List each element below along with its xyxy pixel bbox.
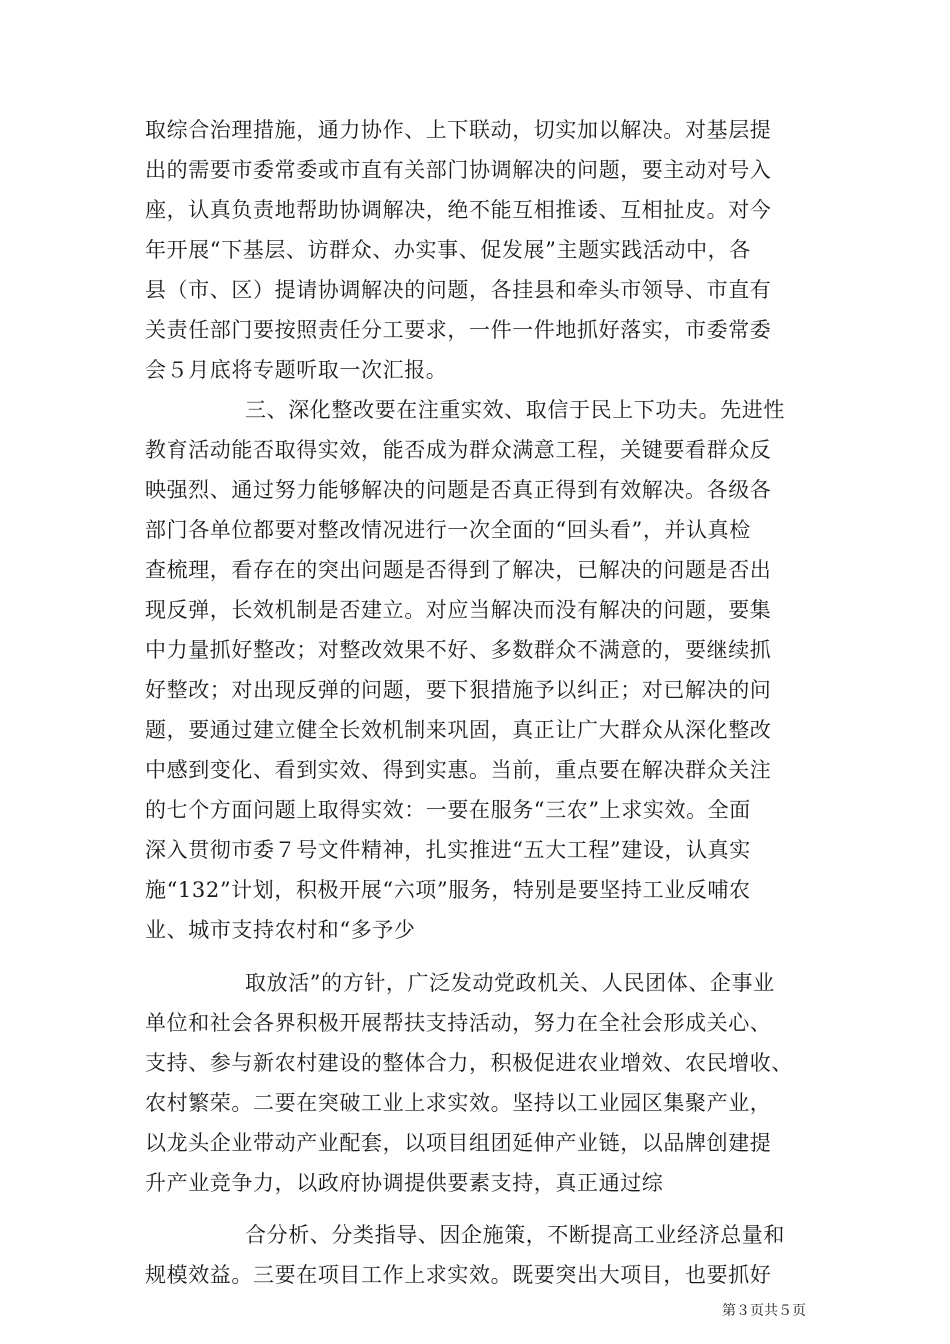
text-line: 映强烈、通过努力能够解决的问题是否真正得到有效解决。各级各 <box>145 478 772 502</box>
text-line: 取综合治理措施，通力协作、上下联动，切实加以解决。对基层提 <box>145 118 772 142</box>
text-line: 支持、参与新农村建设的整体合力，积极促进农业增效、农民增收、 <box>145 1051 793 1075</box>
text-line: 升产业竞争力，以政府协调提供要素支持，真正通过综 <box>145 1171 664 1195</box>
text-line: 单位和社会各界积极开展帮扶支持活动，努力在全社会形成关心、 <box>145 1011 772 1035</box>
text-line: 现反弹，长效机制是否建立。对应当解决而没有解决的问题，要集 <box>145 598 772 622</box>
text-line: 部门各单位都要对整改情况进行一次全面的“回头看”，并认真检 <box>145 518 751 542</box>
text-line: 深入贯彻市委７号文件精神，扎实推进“五大工程”建设，认真实 <box>145 838 751 862</box>
text-line: 题，要通过建立健全长效机制来巩固，真正让广大群众从深化整改 <box>145 718 772 742</box>
text-line: 以龙头企业带动产业配套，以项目组团延伸产业链，以品牌创建提 <box>145 1131 772 1155</box>
text-line: 出的需要市委常委或市直有关部门协调解决的问题，要主动对号入 <box>145 158 772 182</box>
text-line: 中感到变化、看到实效、得到实惠。当前，重点要在解决群众关注 <box>145 758 772 782</box>
text-line: 规模效益。三要在项目工作上求实效。既要突出大项目，也要抓好 <box>145 1263 772 1287</box>
page-number-footer: 第３页共５页 <box>722 1303 806 1319</box>
text-line: 县（市、区）提请协调解决的问题，各挂县和牵头市领导、市直有 <box>145 278 772 302</box>
text-line: 业、城市支持农村和“多予少 <box>145 918 416 942</box>
text-line: 教育活动能否取得实效，能否成为群众满意工程，关键要看群众反 <box>145 438 772 462</box>
text-line: 会５月底将专题听取一次汇报。 <box>145 358 448 382</box>
text-line: 座，认真负责地帮助协调解决，绝不能互相推诿、互相扯皮。对今 <box>145 198 772 222</box>
text-line: 取放活”的方针，广泛发动党政机关、人民团体、企事业 <box>245 971 775 995</box>
section-heading-line: 三、深化整改要在注重实效、取信于民上下功夫。先进性 <box>245 398 785 422</box>
text-line: 查梳理，看存在的突出问题是否得到了解决，已解决的问题是否出 <box>145 558 772 582</box>
text-line: 关责任部门要按照责任分工要求，一件一件地抓好落实，市委常委 <box>145 318 772 342</box>
text-line: 农村繁荣。二要在突破工业上求实效。坚持以工业园区集聚产业， <box>145 1091 772 1115</box>
text-line: 合分析、分类指导、因企施策，不断提高工业经济总量和 <box>245 1223 785 1247</box>
text-line: 好整改；对出现反弹的问题，要下狠措施予以纠正；对已解决的问 <box>145 678 772 702</box>
text-line: 施“132”计划，积极开展“六项”服务，特别是要坚持工业反哺农 <box>145 878 751 902</box>
text-line: 中力量抓好整改；对整改效果不好、多数群众不满意的，要继续抓 <box>145 638 772 662</box>
text-line: 的七个方面问题上取得实效：一要在服务“三农”上求实效。全面 <box>145 798 751 822</box>
text-line: 年开展“下基层、访群众、办实事、促发展”主题实践活动中，各 <box>145 238 751 262</box>
